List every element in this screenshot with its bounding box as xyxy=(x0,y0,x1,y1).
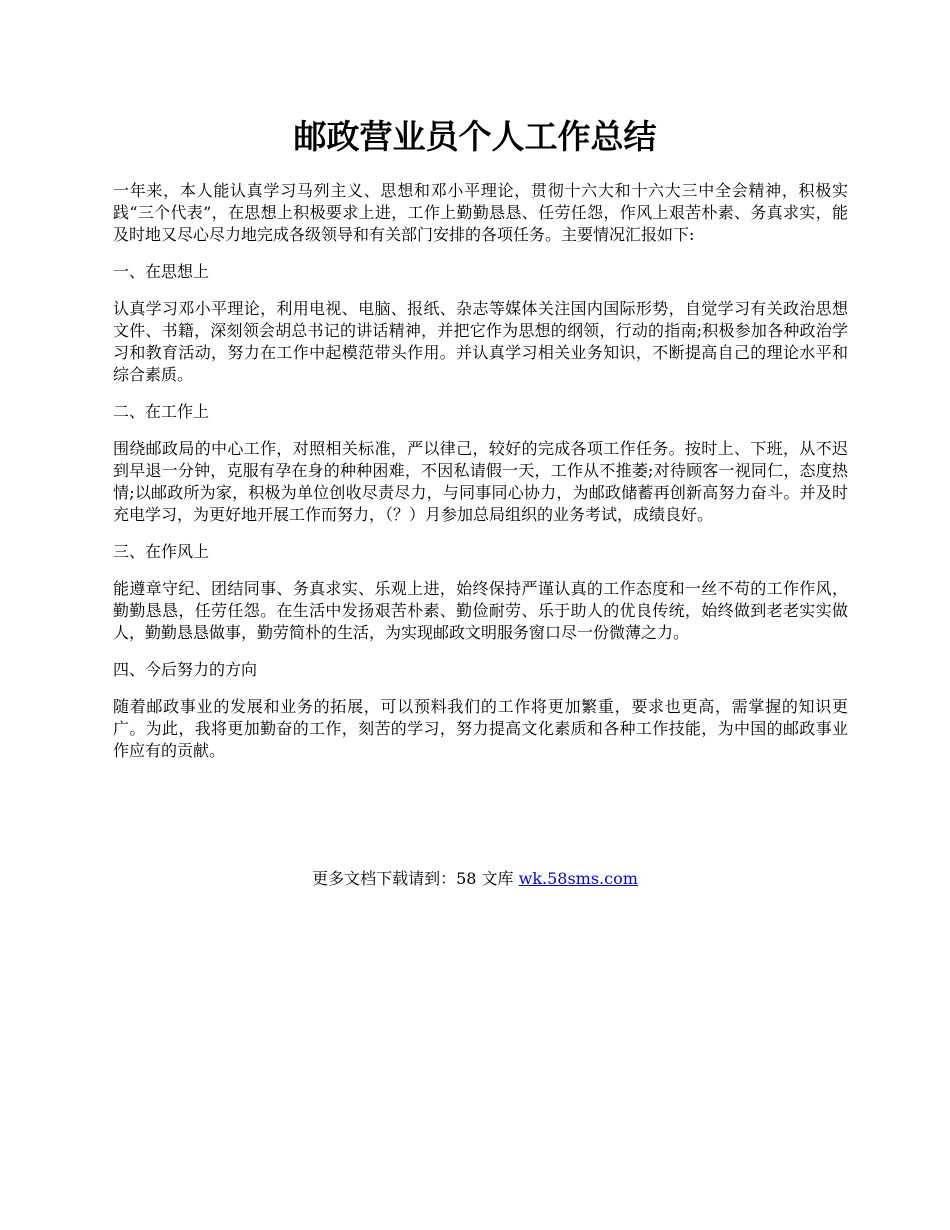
footer-prefix-text: 更多文档下载请到：58 文库 xyxy=(312,869,519,888)
download-site-link[interactable]: wk.58sms.com xyxy=(518,869,638,888)
section-body-thought: 认真学习邓小平理论，利用电视、电脑、报纸、杂志等媒体关注国内国际形势，自觉学习有关政治思想文件、书籍，深刻领会胡总书记的讲话精神，并把它作为思想的纲领，行动的指南;积极参加各种政治学习和教育活动，努力在工作中起模范带头作用。并认真学习相关业务知识，不断提高自己的理论水平和综合素质。 xyxy=(113,299,848,384)
intro-paragraph: 一年来，本人能认真学习马列主义、思想和邓小平理论，贯彻十六大和十六大三中全会精神，积极实践“三个代表”，在思想上积极要求上进，工作上勤勤恳恳、任劳任怨，作风上艰苦朴素、务真求实，能及时地又尽心尽力地完成各级领导和有关部门安排的各项任务。主要情况汇报如下: xyxy=(113,181,848,244)
section-heading-style: 三、在作风上 xyxy=(113,542,210,561)
section-body-direction: 随着邮政事业的发展和业务的拓展，可以预料我们的工作将更加繁重，要求也更高，需掌握的知识更广。为此，我将更加勤奋的工作，刻苦的学习，努力提高文化素质和各种工作技能，为中国的邮政事业作应有的贡献。 xyxy=(113,697,848,760)
section-heading-work: 二、在工作上 xyxy=(113,402,210,421)
document-title: 邮政营业员个人工作总结 xyxy=(293,117,657,156)
section-body-style: 能遵章守纪、团结同事、务真求实、乐观上进，始终保持严谨认真的工作态度和一丝不苟的工作作风，勤勤恳恳，任劳任怨。在生活中发扬艰苦朴素、勤俭耐劳、乐于助人的优良传统，始终做到老老实实做人，勤勤恳恳做事，勤劳简朴的生活，为实现邮政文明服务窗口尽一份微薄之力。 xyxy=(113,579,848,642)
document-body xyxy=(113,180,848,777)
section-heading-direction: 四、今后努力的方向 xyxy=(113,660,258,679)
section-body-work: 围绕邮政局的中心工作，对照相关标准，严以律己，较好的完成各项工作任务。按时上、下班，从不迟到早退一分钟，克服有孕在身的种种困难，不因私请假一天，工作从不推萎;对待顾客一视同仁，态度热情;以邮政所为家，积极为单位创收尽责尽力，与同事同心协力，为邮政储蓄再创新高努力奋斗。并及时充电学习，为更好地开展工作而努力，（？）月参加总局组织的业务考试，成绩良好。 xyxy=(113,439,848,524)
section-heading-thought: 一、在思想上 xyxy=(113,262,210,281)
download-footer xyxy=(0,868,950,890)
